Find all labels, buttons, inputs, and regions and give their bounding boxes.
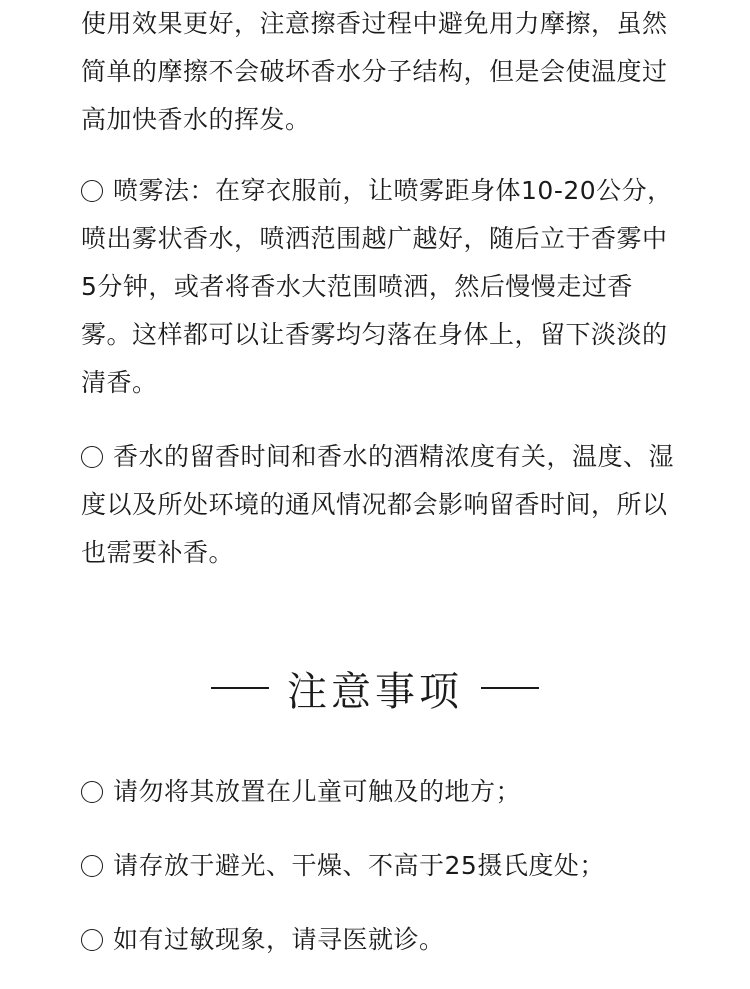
circle-bullet-icon [81,929,103,951]
precautions-heading [0,660,750,716]
precaution-item [81,846,605,886]
circle-bullet-icon [81,781,103,803]
circle-bullet-icon [81,446,103,468]
spray-method-text: 喷雾法：在穿衣服前，让喷雾距身体10-20公分，喷出雾状香水，喷洒范围越广越好，随后立于香雾中5分钟，或者将香水大范围喷洒，然后慢慢走过香雾。这样都可以让香雾均匀落在身体上，留下淡淡的清香。 [81,176,673,397]
heading-right-rule [481,687,539,689]
heading-left-rule [211,687,269,689]
precaution-text: 请存放于避光、干燥、不高于25摄氏度处； [113,851,605,880]
precaution-text: 如有过敏现象，请寻医就诊。 [113,925,445,954]
precaution-item [81,772,521,812]
precautions-title: 注意事项 [287,668,463,715]
longevity-paragraph [81,433,681,577]
intro-text: 使用效果更好，注意擦香过程中避免用力摩擦，虽然简单的摩擦不会破坏香水分子结构，但是会使温度过高加快香水的挥发。 [81,9,668,134]
circle-bullet-icon [81,180,103,202]
longevity-text: 香水的留香时间和香水的酒精浓度有关，温度、湿度以及所处环境的通风情况都会影响留香时间，所以也需要补香。 [81,442,675,567]
intro-paragraph [81,0,681,144]
precaution-item [81,920,445,960]
precaution-text: 请勿将其放置在儿童可触及的地方； [113,777,522,806]
circle-bullet-icon [81,855,103,877]
spray-method-paragraph [81,167,681,407]
